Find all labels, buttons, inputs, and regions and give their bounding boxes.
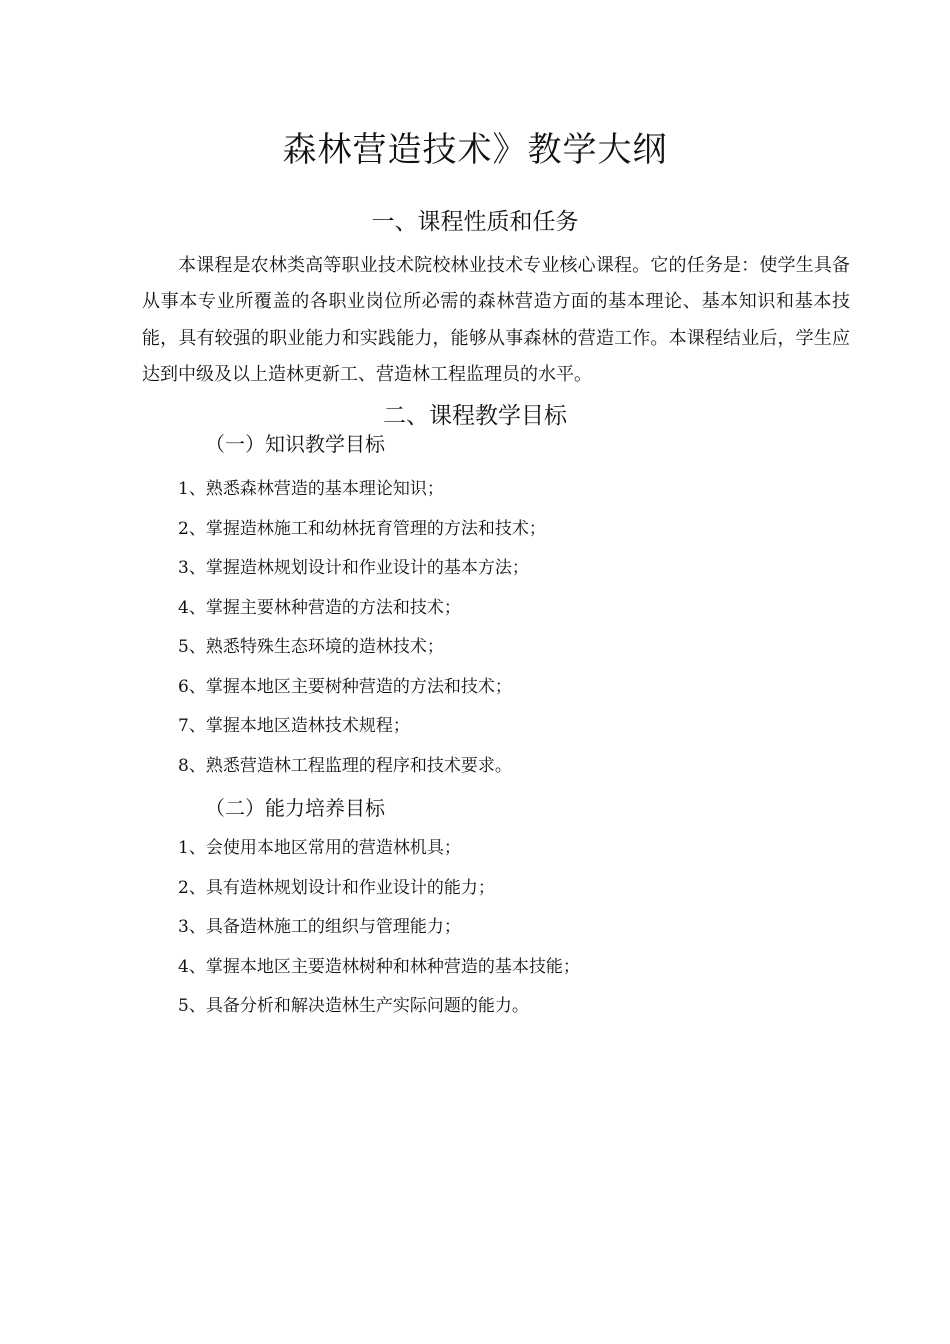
section-paragraph-nature-and-tasks: 本课程是农林类高等职业技术院校林业技术专业核心课程。它的任务是：使学生具备从事本专业所覆盖的各职业岗位所必需的森林营造方面的基本理论、基本知识和基本技能，具有较强的职业能力和实践能力，能够从事森林的营造工作。本课程结业后，学生应达到中级及以上造林更新工、营造林工程监理员的水平。	[142, 255, 850, 385]
list-item: 1、熟悉森林营造的基本理论知识；	[178, 479, 444, 499]
subheading-knowledge-objectives: （一）知识教学目标	[205, 432, 385, 456]
list-item: 1、会使用本地区常用的营造林机具；	[178, 838, 461, 858]
list-item: 6、掌握本地区主要树种营造的方法和技术；	[178, 676, 512, 697]
list-item: 2、掌握造林施工和幼林抚育管理的方法和技术；	[178, 518, 546, 539]
list-item: 4、掌握本地区主要造林树种和林种营造的基本技能；	[178, 956, 580, 977]
list-item: 5、具备分析和解决造林生产实际问题的能力。	[178, 996, 529, 1016]
ability-objectives-list	[178, 838, 580, 1036]
section-heading-teaching-objectives: 二、课程教学目标	[383, 403, 567, 429]
list-item: 3、掌握造林规划设计和作业设计的基本方法；	[178, 558, 529, 578]
list-item: 4、掌握主要林种营造的方法和技术；	[178, 597, 461, 618]
list-item: 7、掌握本地区造林技术规程；	[178, 716, 410, 736]
section-heading-nature-and-tasks: 一、课程性质和任务	[371, 209, 579, 235]
list-item: 3、具备造林施工的组织与管理能力；	[178, 917, 461, 937]
list-item: 8、熟悉营造林工程监理的程序和技术要求。	[178, 755, 512, 776]
subheading-ability-objectives: （二）能力培养目标	[205, 796, 385, 820]
list-item: 5、熟悉特殊生态环境的造林技术；	[178, 637, 444, 657]
list-item: 2、具有造林规划设计和作业设计的能力；	[178, 877, 495, 898]
document-title: 森林营造技术》教学大纲	[282, 130, 668, 170]
knowledge-objectives-list	[178, 479, 546, 795]
